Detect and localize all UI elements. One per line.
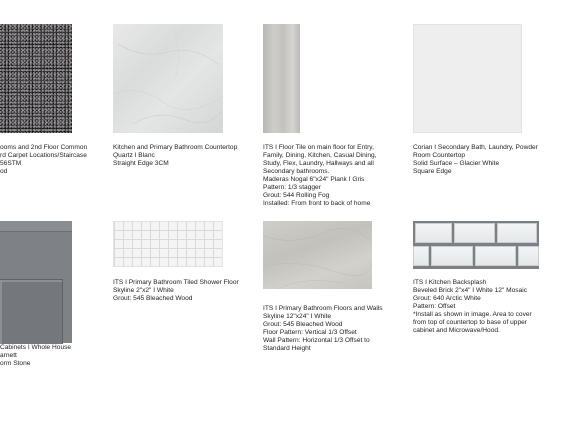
caption-line: cabinet and Microwave/Hood. [413,327,500,334]
brick-tile [415,223,452,243]
caption-line: from top of countertop to base of upper [413,319,527,326]
caption-line: Straight Edge 3CM [113,160,169,167]
caption-line: Study, Flex, Laundry, Hallways and all [263,160,374,167]
caption-line: Room Countertop [413,152,466,159]
caption-line: Kitchen and Primary Bathroom Countertop [113,144,238,151]
caption-line: Grout: 545 Bleached Wood [113,295,193,302]
caption-line: arnett [0,352,17,359]
granite-caption [0,144,87,176]
shower-mosaic-swatch-image [113,221,223,267]
caption-line: Square Edge [413,168,452,175]
caption-line: ooms and 2nd Floor Common [0,144,88,151]
skyline-caption [263,305,383,353]
caption-line: orm Stone [0,360,31,367]
caption-line: ITS I Floor Tile on main floor for Entry, [263,144,374,151]
caption-line: Grout: 545 Bleached Wood [263,321,343,328]
caption-line: Secondary bathrooms. [263,168,330,175]
granite-swatch-image [0,24,72,133]
caption-line: Quartz I Blanc [113,152,155,159]
caption-line: Pattern: Offset [413,303,456,310]
shower-mosaic-caption [113,279,239,303]
quartz-veining [113,24,223,133]
brick-tile [431,246,473,266]
caption-line: Standard Height [263,345,311,352]
floor-plank-caption [263,144,376,208]
caption-line: rd Carpet Locations/Staircase [0,152,87,159]
caption-line: Family, Dining, Kitchen, Casual Dining, [263,152,377,159]
backsplash-caption [413,279,532,335]
caption-line: Grout: 544 Rolling Fog [263,192,330,199]
cabinet-door-panel [0,279,63,344]
skyline-tile-swatch-image [263,221,372,289]
cabinet-top-rail [0,221,72,232]
backsplash-swatch-image [413,221,539,269]
brick-tile [413,246,429,266]
caption-line: Wall Pattern: Horizontal 1/3 Offset to [263,337,370,344]
caption-line: Cabinets I Whole House [0,344,72,351]
caption-line: ITS I Kitchen Backsplash [413,279,487,286]
brick-tile [454,223,495,243]
brick-tile [518,246,539,266]
caption-line: 56STM [0,160,22,167]
brick-tile [497,223,537,243]
corian-caption [413,144,538,176]
caption-line: Skyline 12"x24" I White [263,313,332,320]
quartz-swatch-image [113,24,223,133]
caption-line: ITS I Primary Bathroom Tiled Shower Floor [113,279,239,286]
caption-line: ITS I Primary Bathroom Floors and Walls [263,305,383,312]
caption-line: od [0,168,8,175]
brick-tile [475,246,516,266]
caption-line: Maderas Nogal 6"x24" Plank I Gris [263,176,365,183]
cabinet-swatch-image [0,221,72,343]
caption-line: Solid Surface – Glacier White [413,160,500,167]
caption-line: Skyline 2"x2" I White [113,287,174,294]
caption-line: Installed: From front to back of home [263,200,371,207]
skyline-veining [263,221,372,289]
caption-line: Pattern: 1/3 stagger [263,184,321,191]
quartz-caption [113,144,237,168]
caption-line: Grout: 640 Arctic White [413,295,481,302]
corian-swatch-image [413,24,522,133]
caption-line: *Install as shown in image. Area to cover [413,311,532,318]
cabinet-caption [0,344,71,368]
caption-line: Corian I Secondary Bath, Laundry, Powder [413,144,538,151]
floor-plank-swatch-image [263,24,300,133]
caption-line: Floor Pattern: Vertical 1/3 Offset [263,329,357,336]
caption-line: Beveled Brick 2"x4" I White 12" Mosaic [413,287,528,294]
